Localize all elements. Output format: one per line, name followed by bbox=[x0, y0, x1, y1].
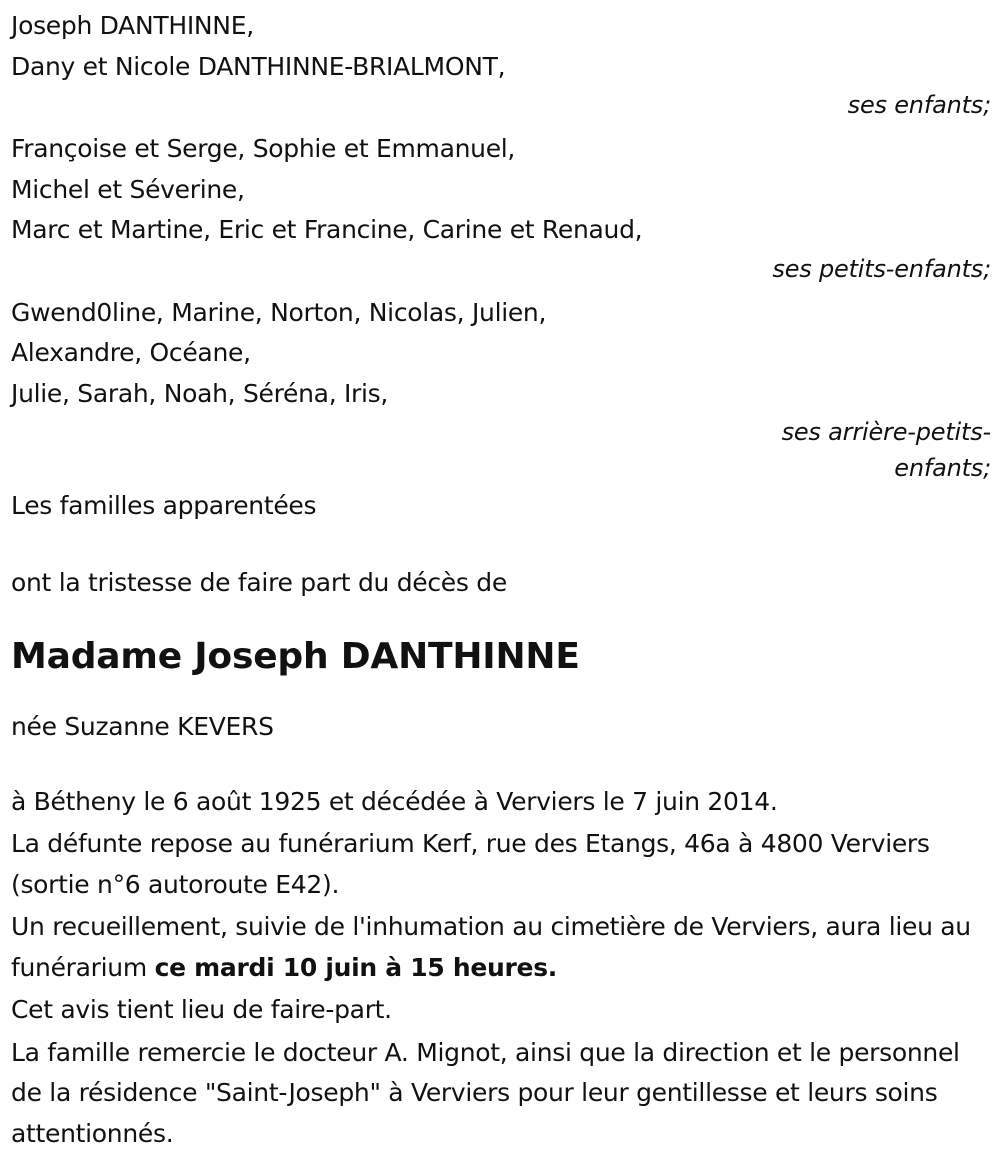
grandchildren-role-label: ses petits-enfants; bbox=[772, 254, 991, 283]
grandchildren-section bbox=[11, 129, 991, 287]
great-grandchildren-role-label-1: ses arrière-petits- bbox=[781, 418, 991, 446]
great-grandchild-line: Gwend0line, Marine, Norton, Nicolas, Julien, bbox=[11, 297, 547, 327]
children-section bbox=[11, 6, 991, 123]
deceased-name: Madame Joseph DANTHINNE bbox=[11, 636, 580, 677]
great-grandchildren-section bbox=[11, 293, 991, 487]
announcement-text: ont la tristesse de faire part du décès de bbox=[11, 567, 507, 597]
resting-place: La défunte repose au funérarium Kerf, rue des Etangs, 46a à 4800 Verviers (sortie n°6 autoroute E42). bbox=[11, 829, 930, 899]
ceremony-text: Un recueillement, suivie de l'inhumation au cimetière de Verviers, aura lieu au funérarium bbox=[11, 912, 971, 982]
maiden-name: née Suzanne KEVERS bbox=[11, 712, 274, 741]
child-line: Joseph DANTHINNE, bbox=[11, 11, 254, 40]
thanks-text: La famille remercie le docteur A. Mignot, ainsi que la direction et le personnel de la résidence "Saint-Joseph" à Verviers pour leur gentillesse et leurs soins attentionnés. bbox=[11, 1037, 960, 1148]
grandchild-line: Marc et Martine, Eric et Francine, Carine et Renaud, bbox=[11, 215, 643, 244]
children-role-label: ses enfants; bbox=[847, 91, 991, 119]
obituary-notice bbox=[11, 6, 991, 1154]
birth-death-dates: à Bétheny le 6 août 1925 et décédée à Verviers le 7 juin 2014. bbox=[11, 786, 778, 816]
great-grandchild-line: Alexandre, Océane, bbox=[11, 338, 251, 367]
grandchild-line: Michel et Séverine, bbox=[11, 174, 245, 204]
notice-text: Cet avis tient lieu de faire-part. bbox=[11, 995, 392, 1024]
ceremony-details bbox=[11, 907, 986, 988]
grandchild-line: Françoise et Serge, Sophie et Emmanuel, bbox=[11, 134, 516, 163]
related-families: Les familles apparentées bbox=[11, 491, 317, 520]
child-line: Dany et Nicole DANTHINNE-BRIALMONT, bbox=[11, 51, 506, 81]
great-grandchildren-role-label-2: enfants; bbox=[894, 454, 991, 482]
ceremony-time: ce mardi 10 juin à 15 heures. bbox=[154, 952, 557, 982]
great-grandchild-line: Julie, Sarah, Noah, Séréna, Iris, bbox=[11, 378, 389, 408]
